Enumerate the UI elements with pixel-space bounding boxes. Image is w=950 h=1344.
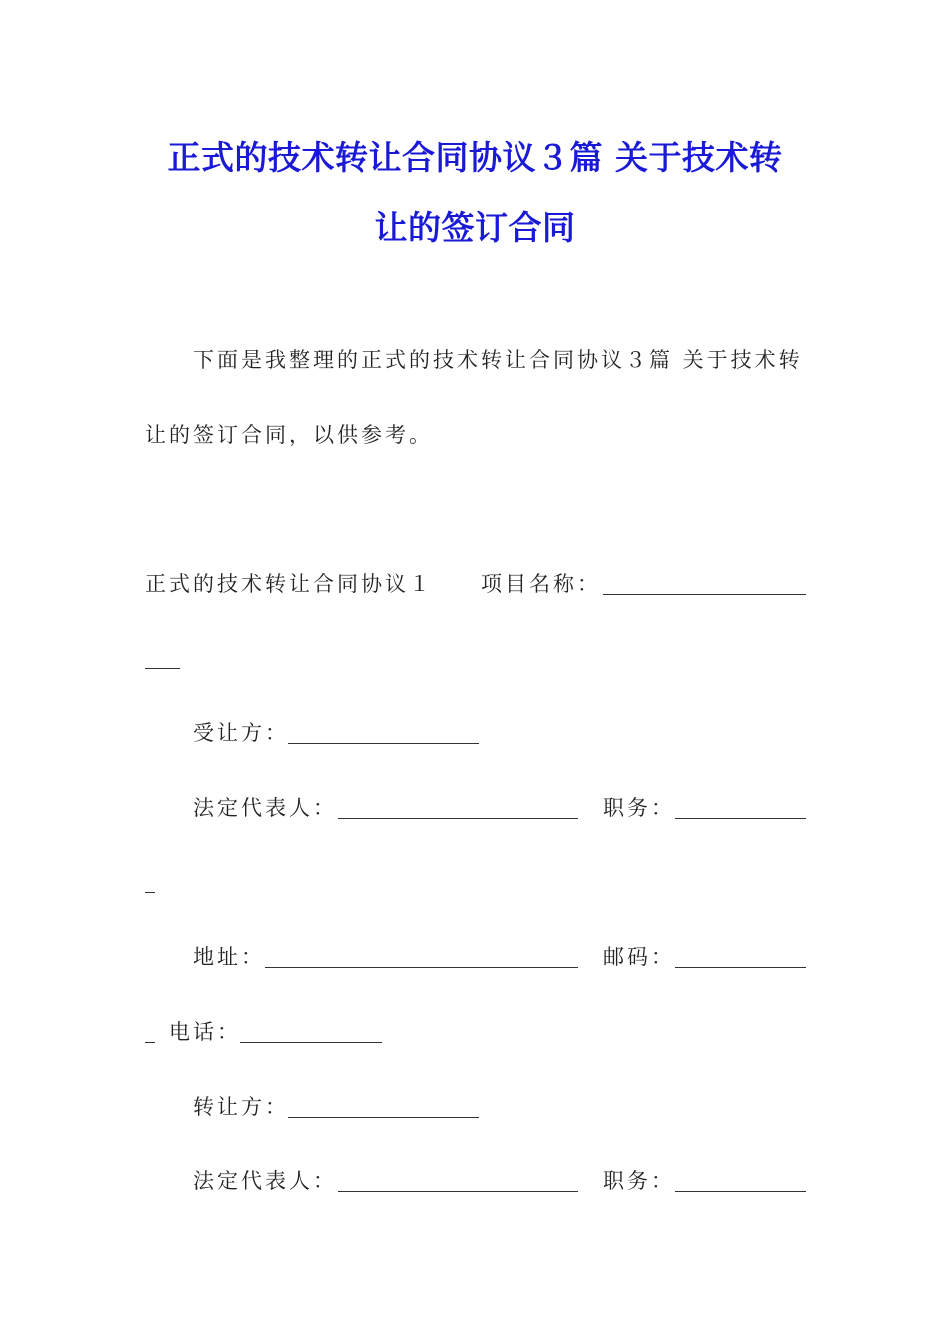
- project-name-field-blank: [603, 594, 806, 595]
- assignee-field-blank: [288, 743, 479, 744]
- intro-paragraph-line-1: 下面是我整理的正式的技术转让合同协议３篇 关于技术转: [193, 348, 803, 372]
- legal-rep-field-blank-2: [338, 1191, 578, 1192]
- project-name-field-blank-continued: [145, 668, 180, 669]
- position-field-blank-2: [675, 1191, 806, 1192]
- postcode-field-blank: [675, 967, 806, 968]
- assignor-field-blank: [288, 1117, 479, 1118]
- phone-field-blank: [240, 1042, 382, 1043]
- position-label-2: 职务：: [603, 1169, 675, 1193]
- document-title-line-2: 让的签订合同: [374, 208, 576, 247]
- address-label: 地址：: [193, 945, 265, 969]
- position-field-blank: [675, 818, 806, 819]
- agreement-heading: 正式的技术转让合同协议１: [145, 572, 433, 596]
- position-label: 职务：: [603, 796, 675, 820]
- project-name-label: 项目名称：: [481, 572, 601, 596]
- phone-label: 电话：: [169, 1020, 241, 1044]
- legal-rep-label-2: 法定代表人：: [193, 1169, 337, 1193]
- postcode-label: 邮码：: [603, 945, 675, 969]
- address-field-blank: [265, 967, 578, 968]
- postcode-field-blank-continued: [145, 1042, 155, 1043]
- assignor-label: 转让方：: [193, 1095, 289, 1119]
- document-title-line-1: 正式的技术转让合同协议３篇 关于技术转: [167, 138, 783, 177]
- position-field-blank-continued: [145, 892, 155, 893]
- legal-rep-label: 法定代表人：: [193, 796, 337, 820]
- legal-rep-field-blank: [338, 818, 578, 819]
- intro-paragraph-line-2: 让的签订合同，以供参考。: [145, 423, 433, 447]
- assignee-label: 受让方：: [193, 721, 289, 745]
